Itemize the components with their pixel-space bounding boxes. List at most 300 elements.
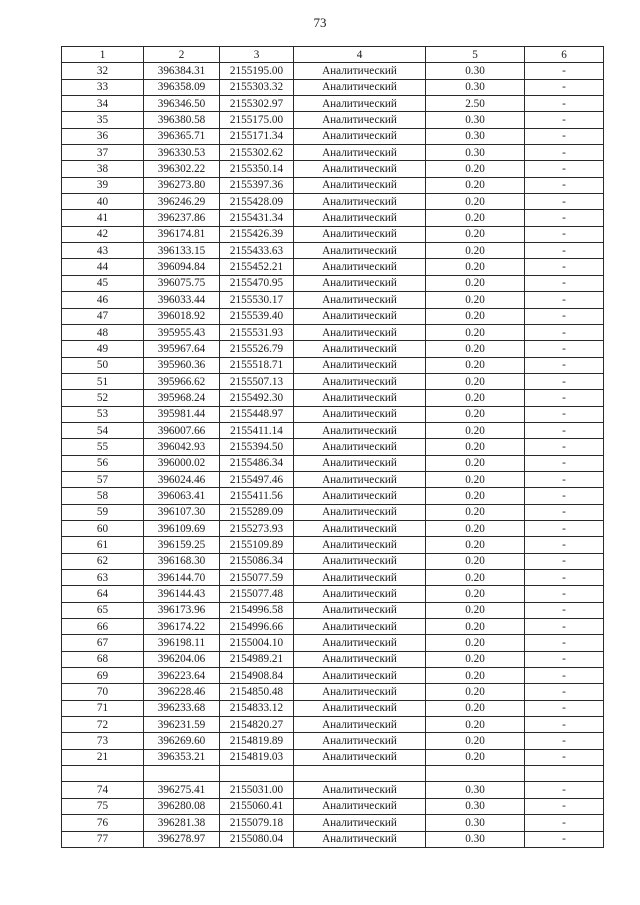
- point-number-cell: 61: [62, 537, 144, 553]
- point-number-cell: 54: [62, 422, 144, 438]
- x-coordinate-cell: 396246.29: [144, 194, 220, 210]
- y-coordinate-cell: 2155431.34: [220, 210, 294, 226]
- y-coordinate-cell: 2155411.14: [220, 422, 294, 438]
- note-cell: -: [525, 226, 604, 242]
- table-row: [62, 619, 604, 635]
- point-number-cell: 69: [62, 668, 144, 684]
- note-cell: -: [525, 815, 604, 831]
- x-coordinate-cell: 396173.96: [144, 602, 220, 618]
- table-row: [62, 553, 604, 569]
- note-cell: -: [525, 570, 604, 586]
- method-cell: Аналитический: [294, 210, 426, 226]
- y-coordinate-cell: 2154820.27: [220, 717, 294, 733]
- method-cell: Аналитический: [294, 79, 426, 95]
- accuracy-cell: 0.20: [426, 471, 525, 487]
- accuracy-cell: 0.20: [426, 373, 525, 389]
- note-cell: -: [525, 782, 604, 798]
- note-cell: -: [525, 259, 604, 275]
- accuracy-cell: 0.30: [426, 782, 525, 798]
- table-row: [62, 259, 604, 275]
- point-number-cell: 59: [62, 504, 144, 520]
- point-number-cell: 36: [62, 128, 144, 144]
- x-coordinate-cell: 396107.30: [144, 504, 220, 520]
- accuracy-cell: 0.20: [426, 243, 525, 259]
- y-coordinate-cell: 2155077.59: [220, 570, 294, 586]
- note-cell: -: [525, 128, 604, 144]
- method-cell: Аналитический: [294, 455, 426, 471]
- x-coordinate-cell: 396144.70: [144, 570, 220, 586]
- page-number: 73: [313, 15, 327, 30]
- method-cell: Аналитический: [294, 324, 426, 340]
- x-coordinate-cell: 396063.41: [144, 488, 220, 504]
- accuracy-cell: 0.20: [426, 341, 525, 357]
- x-coordinate-cell: 396280.08: [144, 798, 220, 814]
- method-cell: Аналитический: [294, 243, 426, 259]
- point-number-cell: 60: [62, 520, 144, 536]
- table-row: [62, 749, 604, 765]
- note-cell: -: [525, 63, 604, 79]
- accuracy-cell: 0.20: [426, 194, 525, 210]
- y-coordinate-cell: 2154996.66: [220, 619, 294, 635]
- note-cell: -: [525, 145, 604, 161]
- point-number-cell: 63: [62, 570, 144, 586]
- accuracy-cell: 0.20: [426, 537, 525, 553]
- y-coordinate-cell: 2155350.14: [220, 161, 294, 177]
- note-cell: -: [525, 504, 604, 520]
- table-row: [62, 210, 604, 226]
- method-cell: Аналитический: [294, 226, 426, 242]
- method-cell: Аналитический: [294, 684, 426, 700]
- x-coordinate-cell: 396198.11: [144, 635, 220, 651]
- method-cell: Аналитический: [294, 602, 426, 618]
- accuracy-cell: 0.20: [426, 635, 525, 651]
- table-row: [62, 733, 604, 749]
- column-header: 2: [144, 47, 220, 63]
- table-row: [62, 112, 604, 128]
- x-coordinate-cell: 396168.30: [144, 553, 220, 569]
- table-row: [62, 684, 604, 700]
- point-number-cell: 33: [62, 79, 144, 95]
- point-number-cell: 66: [62, 619, 144, 635]
- point-number-cell: 62: [62, 553, 144, 569]
- point-number-cell: 38: [62, 161, 144, 177]
- y-coordinate-cell: 2155004.10: [220, 635, 294, 651]
- method-cell: Аналитический: [294, 308, 426, 324]
- note-cell: -: [525, 700, 604, 716]
- method-cell: Аналитический: [294, 357, 426, 373]
- x-coordinate-cell: 396000.02: [144, 455, 220, 471]
- table-row: [62, 831, 604, 847]
- y-coordinate-cell: 2155273.93: [220, 520, 294, 536]
- method-cell: Аналитический: [294, 471, 426, 487]
- point-number-cell: 37: [62, 145, 144, 161]
- method-cell: Аналитический: [294, 831, 426, 847]
- table-row: [62, 504, 604, 520]
- table-row: [62, 292, 604, 308]
- x-coordinate-cell: 396269.60: [144, 733, 220, 749]
- accuracy-cell: 0.20: [426, 455, 525, 471]
- point-number-cell: 41: [62, 210, 144, 226]
- accuracy-cell: 0.20: [426, 602, 525, 618]
- point-number-cell: 67: [62, 635, 144, 651]
- note-cell: -: [525, 341, 604, 357]
- y-coordinate-cell: 2155303.32: [220, 79, 294, 95]
- accuracy-cell: 0.20: [426, 210, 525, 226]
- x-coordinate-cell: 396075.75: [144, 275, 220, 291]
- y-coordinate-cell: 2155470.95: [220, 275, 294, 291]
- note-cell: -: [525, 831, 604, 847]
- y-coordinate-cell: 2154908.84: [220, 668, 294, 684]
- method-cell: Аналитический: [294, 112, 426, 128]
- coordinates-table: [61, 46, 604, 848]
- y-coordinate-cell: 2155428.09: [220, 194, 294, 210]
- point-number-cell: 76: [62, 815, 144, 831]
- y-coordinate-cell: 2155302.62: [220, 145, 294, 161]
- y-coordinate-cell: 2155526.79: [220, 341, 294, 357]
- note-cell: -: [525, 684, 604, 700]
- accuracy-cell: 0.30: [426, 145, 525, 161]
- table-row: [62, 177, 604, 193]
- x-coordinate-cell: 396278.97: [144, 831, 220, 847]
- y-coordinate-cell: 2155539.40: [220, 308, 294, 324]
- table-row: [62, 570, 604, 586]
- note-cell: -: [525, 619, 604, 635]
- accuracy-cell: 0.20: [426, 357, 525, 373]
- note-cell: -: [525, 373, 604, 389]
- table-row: [62, 537, 604, 553]
- table-row: [62, 226, 604, 242]
- method-cell: Аналитический: [294, 798, 426, 814]
- table-row: [62, 586, 604, 602]
- note-cell: -: [525, 439, 604, 455]
- y-coordinate-cell: 2154850.48: [220, 684, 294, 700]
- point-number-cell: 46: [62, 292, 144, 308]
- point-number-cell: 70: [62, 684, 144, 700]
- method-cell: Аналитический: [294, 63, 426, 79]
- note-cell: -: [525, 586, 604, 602]
- accuracy-cell: 2.50: [426, 96, 525, 112]
- point-number-cell: 71: [62, 700, 144, 716]
- accuracy-cell: 0.20: [426, 570, 525, 586]
- method-cell: Аналитический: [294, 406, 426, 422]
- method-cell: Аналитический: [294, 161, 426, 177]
- column-header: 3: [220, 47, 294, 63]
- accuracy-cell: 0.20: [426, 324, 525, 340]
- note-cell: -: [525, 177, 604, 193]
- note-cell: -: [525, 733, 604, 749]
- table-row: [62, 63, 604, 79]
- table-row: [62, 194, 604, 210]
- table-row: [62, 341, 604, 357]
- method-cell: Аналитический: [294, 782, 426, 798]
- x-coordinate-cell: 396346.50: [144, 96, 220, 112]
- x-coordinate-cell: [144, 766, 220, 782]
- x-coordinate-cell: 396007.66: [144, 422, 220, 438]
- method-cell: Аналитический: [294, 520, 426, 536]
- table-row: [62, 668, 604, 684]
- point-number-cell: 64: [62, 586, 144, 602]
- y-coordinate-cell: 2154833.12: [220, 700, 294, 716]
- table-row: [62, 243, 604, 259]
- method-cell: [294, 766, 426, 782]
- x-coordinate-cell: 395968.24: [144, 390, 220, 406]
- method-cell: Аналитический: [294, 815, 426, 831]
- method-cell: Аналитический: [294, 341, 426, 357]
- note-cell: -: [525, 635, 604, 651]
- method-cell: Аналитический: [294, 488, 426, 504]
- method-cell: Аналитический: [294, 619, 426, 635]
- table-row: [62, 651, 604, 667]
- y-coordinate-cell: 2154989.21: [220, 651, 294, 667]
- table-row: [62, 308, 604, 324]
- accuracy-cell: 0.30: [426, 815, 525, 831]
- table-row: [62, 422, 604, 438]
- y-coordinate-cell: 2155086.34: [220, 553, 294, 569]
- point-number-cell: 47: [62, 308, 144, 324]
- point-number-cell: 68: [62, 651, 144, 667]
- x-coordinate-cell: 396353.21: [144, 749, 220, 765]
- accuracy-cell: 0.20: [426, 651, 525, 667]
- accuracy-cell: 0.20: [426, 390, 525, 406]
- accuracy-cell: 0.20: [426, 733, 525, 749]
- accuracy-cell: 0.20: [426, 439, 525, 455]
- table-row: [62, 520, 604, 536]
- table-row: [62, 602, 604, 618]
- table-row: [62, 700, 604, 716]
- point-number-cell: 57: [62, 471, 144, 487]
- accuracy-cell: 0.20: [426, 259, 525, 275]
- note-cell: -: [525, 602, 604, 618]
- method-cell: Аналитический: [294, 292, 426, 308]
- note-cell: -: [525, 308, 604, 324]
- note-cell: -: [525, 161, 604, 177]
- y-coordinate-cell: 2154996.58: [220, 602, 294, 618]
- x-coordinate-cell: 396231.59: [144, 717, 220, 733]
- note-cell: -: [525, 471, 604, 487]
- table-row: [62, 488, 604, 504]
- x-coordinate-cell: 396237.86: [144, 210, 220, 226]
- note-cell: -: [525, 79, 604, 95]
- table-header-row: [62, 47, 604, 63]
- y-coordinate-cell: 2155302.97: [220, 96, 294, 112]
- method-cell: Аналитический: [294, 651, 426, 667]
- accuracy-cell: 0.20: [426, 406, 525, 422]
- note-cell: -: [525, 357, 604, 373]
- x-coordinate-cell: 396024.46: [144, 471, 220, 487]
- table-row: [62, 635, 604, 651]
- table-row: [62, 782, 604, 798]
- column-header: 6: [525, 47, 604, 63]
- method-cell: Аналитический: [294, 194, 426, 210]
- point-number-cell: 77: [62, 831, 144, 847]
- point-number-cell: 43: [62, 243, 144, 259]
- y-coordinate-cell: 2155079.18: [220, 815, 294, 831]
- method-cell: Аналитический: [294, 749, 426, 765]
- accuracy-cell: 0.30: [426, 831, 525, 847]
- x-coordinate-cell: 395960.36: [144, 357, 220, 373]
- x-coordinate-cell: 396144.43: [144, 586, 220, 602]
- point-number-cell: 42: [62, 226, 144, 242]
- note-cell: -: [525, 798, 604, 814]
- note-cell: -: [525, 651, 604, 667]
- accuracy-cell: 0.20: [426, 717, 525, 733]
- note-cell: -: [525, 455, 604, 471]
- method-cell: Аналитический: [294, 700, 426, 716]
- table-row: [62, 324, 604, 340]
- accuracy-cell: 0.30: [426, 798, 525, 814]
- accuracy-cell: 0.20: [426, 684, 525, 700]
- method-cell: Аналитический: [294, 422, 426, 438]
- note-cell: -: [525, 275, 604, 291]
- table-row: [62, 766, 604, 782]
- accuracy-cell: 0.20: [426, 619, 525, 635]
- table-row: [62, 79, 604, 95]
- y-coordinate-cell: 2155397.36: [220, 177, 294, 193]
- table-row: [62, 455, 604, 471]
- x-coordinate-cell: 396223.64: [144, 668, 220, 684]
- y-coordinate-cell: 2155175.00: [220, 112, 294, 128]
- x-coordinate-cell: 396133.15: [144, 243, 220, 259]
- y-coordinate-cell: 2154819.03: [220, 749, 294, 765]
- x-coordinate-cell: 395967.64: [144, 341, 220, 357]
- point-number-cell: 39: [62, 177, 144, 193]
- point-number-cell: 40: [62, 194, 144, 210]
- note-cell: -: [525, 537, 604, 553]
- method-cell: Аналитический: [294, 439, 426, 455]
- note-cell: -: [525, 717, 604, 733]
- table-row: [62, 96, 604, 112]
- x-coordinate-cell: 396365.71: [144, 128, 220, 144]
- x-coordinate-cell: 396233.68: [144, 700, 220, 716]
- y-coordinate-cell: 2155507.13: [220, 373, 294, 389]
- x-coordinate-cell: 396302.22: [144, 161, 220, 177]
- y-coordinate-cell: 2155518.71: [220, 357, 294, 373]
- table-row: [62, 128, 604, 144]
- table-row: [62, 357, 604, 373]
- accuracy-cell: 0.20: [426, 226, 525, 242]
- method-cell: Аналитический: [294, 128, 426, 144]
- method-cell: Аналитический: [294, 373, 426, 389]
- table-row: [62, 406, 604, 422]
- x-coordinate-cell: 395966.62: [144, 373, 220, 389]
- method-cell: Аналитический: [294, 733, 426, 749]
- y-coordinate-cell: 2155394.50: [220, 439, 294, 455]
- accuracy-cell: 0.20: [426, 749, 525, 765]
- accuracy-cell: 0.20: [426, 161, 525, 177]
- point-number-cell: 75: [62, 798, 144, 814]
- note-cell: -: [525, 553, 604, 569]
- column-header: 4: [294, 47, 426, 63]
- method-cell: Аналитический: [294, 668, 426, 684]
- x-coordinate-cell: 396042.93: [144, 439, 220, 455]
- y-coordinate-cell: 2155448.97: [220, 406, 294, 422]
- y-coordinate-cell: 2155531.93: [220, 324, 294, 340]
- accuracy-cell: [426, 766, 525, 782]
- accuracy-cell: 0.20: [426, 177, 525, 193]
- x-coordinate-cell: 396033.44: [144, 292, 220, 308]
- y-coordinate-cell: 2155492.30: [220, 390, 294, 406]
- x-coordinate-cell: 396358.09: [144, 79, 220, 95]
- point-number-cell: 53: [62, 406, 144, 422]
- y-coordinate-cell: 2155077.48: [220, 586, 294, 602]
- y-coordinate-cell: 2155171.34: [220, 128, 294, 144]
- point-number-cell: 52: [62, 390, 144, 406]
- method-cell: Аналитический: [294, 635, 426, 651]
- y-coordinate-cell: 2155031.00: [220, 782, 294, 798]
- x-coordinate-cell: 396174.22: [144, 619, 220, 635]
- method-cell: Аналитический: [294, 145, 426, 161]
- note-cell: -: [525, 520, 604, 536]
- table-row: [62, 161, 604, 177]
- x-coordinate-cell: 396275.41: [144, 782, 220, 798]
- note-cell: -: [525, 488, 604, 504]
- table-row: [62, 275, 604, 291]
- x-coordinate-cell: 395981.44: [144, 406, 220, 422]
- y-coordinate-cell: 2155497.46: [220, 471, 294, 487]
- point-number-cell: 50: [62, 357, 144, 373]
- method-cell: Аналитический: [294, 390, 426, 406]
- accuracy-cell: 0.20: [426, 422, 525, 438]
- note-cell: -: [525, 749, 604, 765]
- x-coordinate-cell: 396174.81: [144, 226, 220, 242]
- table-row: [62, 439, 604, 455]
- x-coordinate-cell: 396330.53: [144, 145, 220, 161]
- point-number-cell: 55: [62, 439, 144, 455]
- method-cell: Аналитический: [294, 96, 426, 112]
- accuracy-cell: 0.20: [426, 308, 525, 324]
- point-number-cell: 35: [62, 112, 144, 128]
- accuracy-cell: 0.20: [426, 553, 525, 569]
- y-coordinate-cell: 2155411.56: [220, 488, 294, 504]
- note-cell: -: [525, 292, 604, 308]
- x-coordinate-cell: 396384.31: [144, 63, 220, 79]
- point-number-cell: 34: [62, 96, 144, 112]
- accuracy-cell: 0.30: [426, 79, 525, 95]
- y-coordinate-cell: 2155289.09: [220, 504, 294, 520]
- accuracy-cell: 0.30: [426, 128, 525, 144]
- note-cell: -: [525, 668, 604, 684]
- x-coordinate-cell: 396204.06: [144, 651, 220, 667]
- point-number-cell: 51: [62, 373, 144, 389]
- point-number-cell: 48: [62, 324, 144, 340]
- table-row: [62, 815, 604, 831]
- y-coordinate-cell: 2155452.21: [220, 259, 294, 275]
- method-cell: Аналитический: [294, 553, 426, 569]
- y-coordinate-cell: 2155426.39: [220, 226, 294, 242]
- x-coordinate-cell: 396109.69: [144, 520, 220, 536]
- point-number-cell: 73: [62, 733, 144, 749]
- point-number-cell: 72: [62, 717, 144, 733]
- method-cell: Аналитический: [294, 570, 426, 586]
- table-row: [62, 717, 604, 733]
- point-number-cell: 44: [62, 259, 144, 275]
- y-coordinate-cell: 2155080.04: [220, 831, 294, 847]
- x-coordinate-cell: 396228.46: [144, 684, 220, 700]
- point-number-cell: 56: [62, 455, 144, 471]
- point-number-cell: 21: [62, 749, 144, 765]
- table-row: [62, 798, 604, 814]
- point-number-cell: 74: [62, 782, 144, 798]
- x-coordinate-cell: 396380.58: [144, 112, 220, 128]
- note-cell: -: [525, 390, 604, 406]
- y-coordinate-cell: 2155060.41: [220, 798, 294, 814]
- note-cell: -: [525, 324, 604, 340]
- note-cell: -: [525, 422, 604, 438]
- y-coordinate-cell: 2154819.89: [220, 733, 294, 749]
- accuracy-cell: 0.20: [426, 488, 525, 504]
- method-cell: Аналитический: [294, 586, 426, 602]
- accuracy-cell: 0.30: [426, 112, 525, 128]
